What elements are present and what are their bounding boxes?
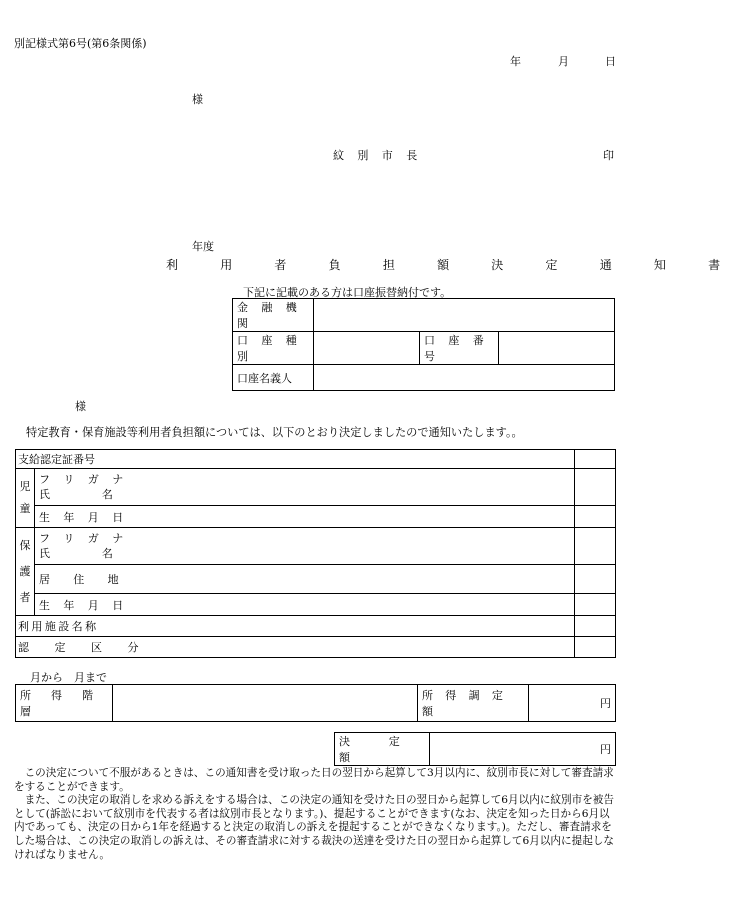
facility-label: 利用施設名称	[16, 616, 575, 637]
guardian-furigana-label: フ リ ガ ナ	[39, 532, 129, 545]
institution-value	[314, 299, 615, 332]
decision-table	[334, 732, 616, 766]
cert-no-value	[574, 450, 615, 469]
form-id: 別記様式第6号(第6条関係)	[14, 37, 147, 50]
date-month: 月	[558, 55, 569, 68]
category-value	[574, 637, 615, 658]
document-title: 利 用 者 負 担 額 決 定 通 知 書	[166, 258, 739, 272]
cert-no-label: 支給認定証番号	[16, 450, 575, 469]
child-birthdate-label: 生 年 月 日	[35, 506, 575, 528]
child-shimei-label: 氏 名	[39, 488, 138, 501]
notes-section	[14, 767, 616, 862]
decision-yen: 円	[600, 743, 611, 756]
adjusted-income-yen: 円	[600, 697, 611, 710]
income-table	[15, 684, 616, 722]
child-birthdate-value	[574, 506, 615, 528]
adjusted-income-value	[529, 685, 616, 722]
date-day: 日	[605, 55, 616, 68]
holder-label: 口座名義人	[233, 365, 314, 391]
recipient-suffix: 様	[75, 400, 86, 413]
decision-value	[430, 733, 616, 766]
note-paragraph-appeal: この決定について不服があるときは、この通知書を受け取った日の翌日から起算して3月以内に、紋別市長に対して審査請求をすることができます。	[14, 767, 614, 793]
bank-table	[232, 298, 615, 391]
date-year: 年	[510, 55, 521, 68]
child-furigana-label: フ リ ガ ナ	[39, 473, 129, 486]
account-number-label: 口 座 番 号	[420, 332, 499, 365]
guardian-name-label	[35, 528, 575, 565]
child-label	[16, 469, 35, 528]
adjusted-income-label: 所 得 調 定 額	[418, 685, 529, 722]
guardian-shimei-label: 氏 名	[39, 547, 138, 560]
intro-text: 特定教育・保育施設等利用者負担額については、以下のとおり決定しましたので通知いたします。。	[26, 426, 523, 439]
note-paragraph-lawsuit: また、この決定の取消しを求める訴えをする場合は、この決定の通知を受けた日の翌日から起算して6月以内に紋別市を被告として(訴訟において紋別市を代表する者は紋別市長となります。)、提起することができます(なお、決定を知った日から6月以内であっても、決定の日から1年を経過すると決定の取消しの訴えを提起することができなくなります。)。ただし、審査請求をした場合は、この決定の取消しの訴えは、その審査請求に対する裁決の送達を受けた日の翌日から起算して6月以内に提起しなければなりません。	[14, 794, 614, 861]
account-number-value	[499, 332, 615, 365]
guardian-address-label: 居 住 地	[35, 565, 575, 594]
income-bracket-value	[113, 685, 418, 722]
holder-value	[314, 365, 615, 391]
guardian-address-value	[574, 565, 615, 594]
guardian-birthdate-label: 生 年 月 日	[35, 594, 575, 616]
bank-note: 下記に記載のある方は口座振替納付です。	[243, 286, 452, 299]
child-name-value	[574, 469, 615, 506]
account-type-label: 口 座 種 別	[233, 332, 314, 365]
fiscal-year-label: 年度	[192, 240, 214, 253]
guardian-name-value	[574, 528, 615, 565]
guardian-label-text: 保 護 者	[19, 538, 31, 604]
guardian-birthdate-value	[574, 594, 615, 616]
income-bracket-label: 所 得 階 層	[16, 685, 113, 722]
period-label: 月から 月まで	[30, 671, 107, 684]
institution-label: 金 融 機 関	[233, 299, 314, 332]
info-table	[15, 449, 616, 658]
category-label: 認 定 区 分	[16, 637, 575, 658]
facility-value	[574, 616, 615, 637]
decision-label: 決 定 額	[335, 733, 430, 766]
issuer-name: 紋 別 市 長	[333, 149, 423, 162]
child-label-text: 児 童	[19, 480, 31, 515]
child-name-label	[35, 469, 575, 506]
addressee-suffix: 様	[192, 93, 203, 106]
guardian-label	[16, 528, 35, 616]
account-type-value	[314, 332, 420, 365]
seal-mark: 印	[603, 149, 614, 162]
